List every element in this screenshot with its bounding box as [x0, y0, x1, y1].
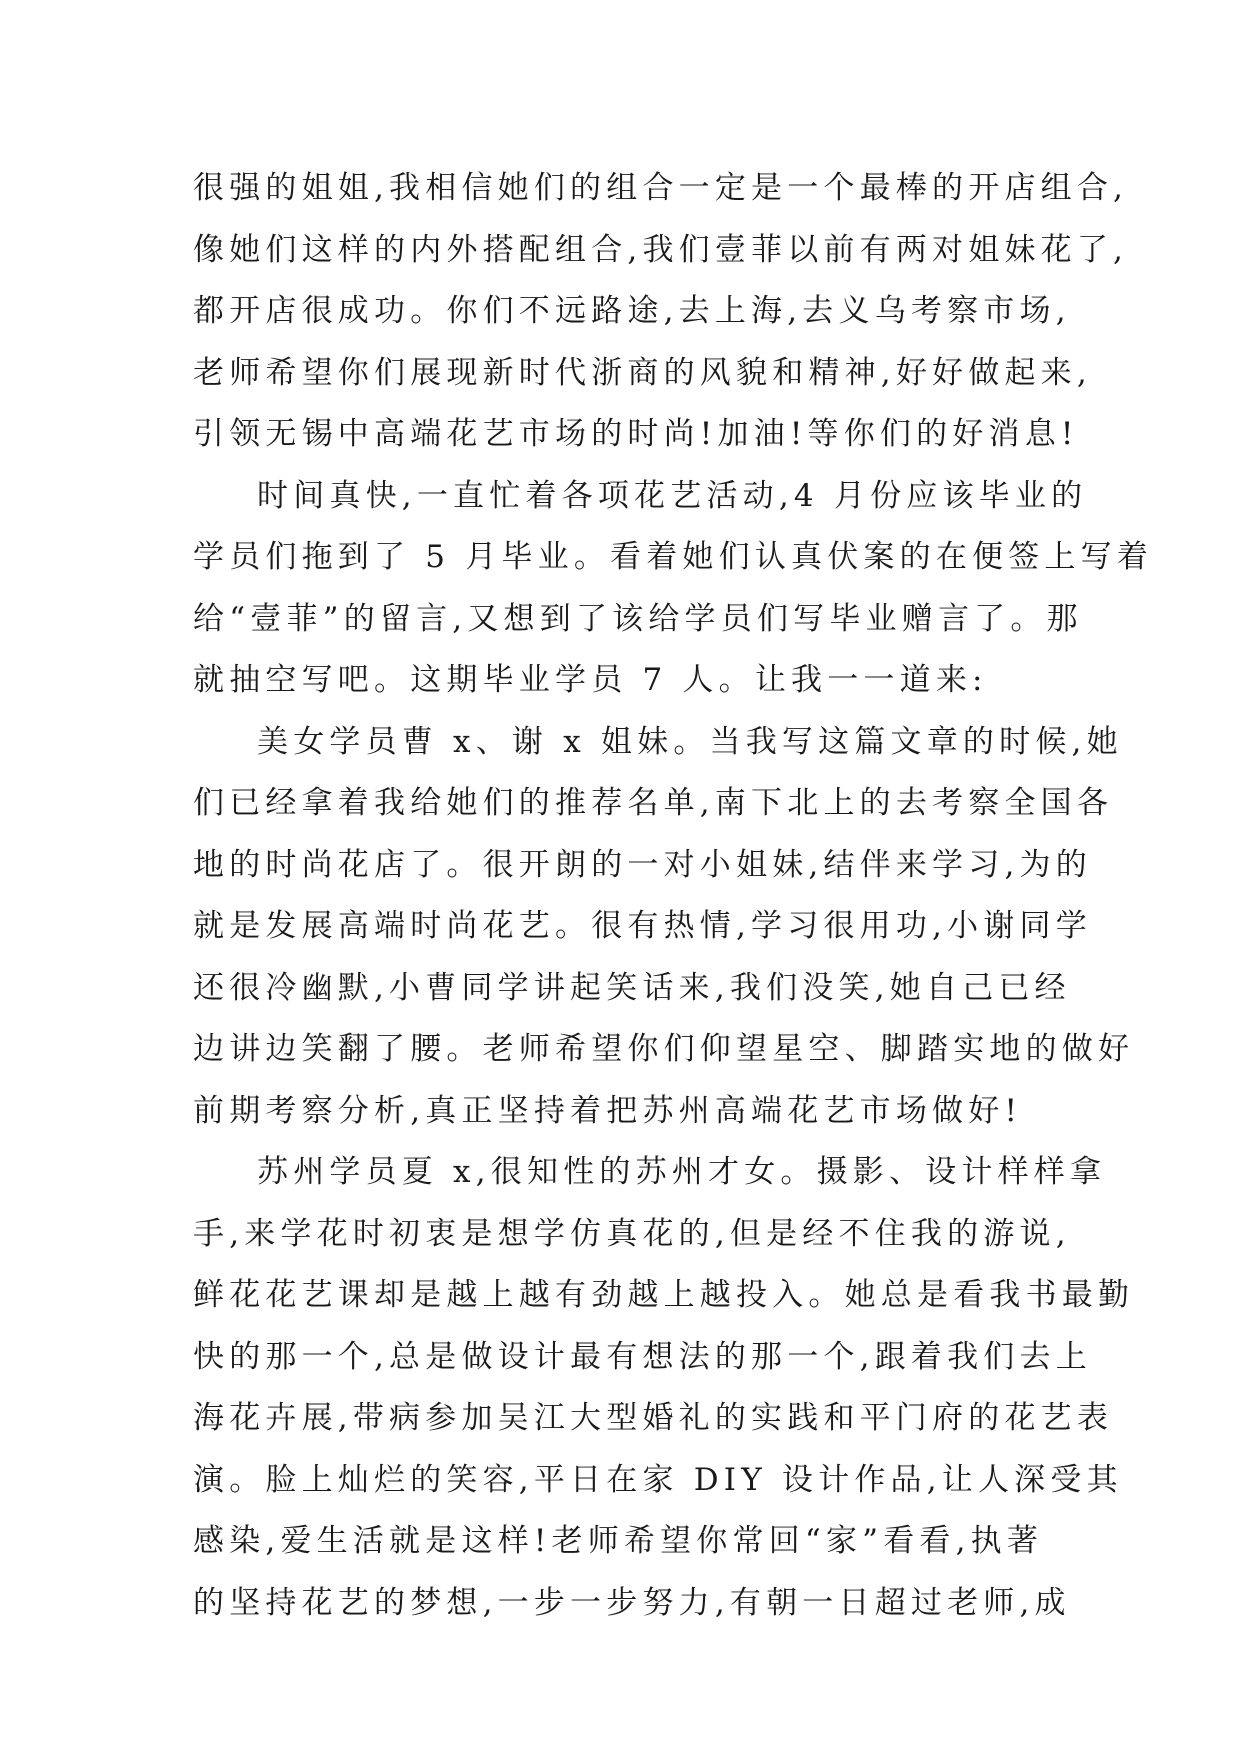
text-line: 很强的姐姐,我相信她们的组合一定是一个最棒的开店组合, — [193, 170, 1129, 206]
text-line: 还很冷幽默,小曹同学讲起笑话来,我们没笑,她自己已经 — [193, 969, 1071, 1006]
paragraph-first-line: 美女学员曹 x、谢 x 姐妹。当我写这篇文章的时候,她 — [257, 723, 1123, 760]
text-line: 的坚持花艺的梦想,一步一步努力,有朝一日超过老师,成 — [193, 1584, 1071, 1621]
text-line: 前期考察分析,真正坚持着把苏州高端花艺市场做好! — [193, 1092, 1023, 1129]
text-line: 快的那一个,总是做设计最有想法的那一个,跟着我们去上 — [193, 1338, 1092, 1375]
text-line: 海花卉展,带病参加吴江大型婚礼的实践和平门府的花艺表 — [193, 1400, 1114, 1436]
text-line: 地的时尚花店了。很开朗的一对小姐妹,结伴来学习,为的 — [193, 846, 1092, 883]
body-text — [193, 158, 1154, 1634]
text-line: 鲜花花艺课却是越上越有劲越上越投入。她总是看我书最勤 — [193, 1277, 1135, 1313]
text-line: 都开店很成功。你们不远路途,去上海,去义乌考察市场, — [193, 293, 1071, 329]
text-line: 给“壹菲”的留言,又想到了该给学员们写毕业赠言了。那 — [193, 600, 1083, 637]
text-line: 演。脸上灿烂的笑容,平日在家 DIY 设计作品,让人深受其 — [193, 1461, 1123, 1498]
text-line: 手,来学花时初衷是想学仿真花的,但是经不住我的游说, — [193, 1215, 1071, 1252]
text-line: 就抽空写吧。这期毕业学员 7 人。让我一一道来: — [193, 662, 988, 698]
paragraph-first-line: 苏州学员夏 x,很知性的苏州才女。摄影、设计样样拿 — [257, 1154, 1107, 1190]
text-line: 像她们这样的内外搭配组合,我们壹菲以前有两对姐妹花了, — [193, 231, 1129, 268]
text-line: 学员们拖到了 5 月毕业。看着她们认真伏案的在便签上写着 — [193, 539, 1154, 575]
paragraph-first-line: 时间真快,一直忙着各项花艺活动,4 月份应该毕业的 — [257, 477, 1088, 514]
text-line: 引领无锡中高端花艺市场的时尚!加油!等你们的好消息! — [193, 416, 1079, 452]
text-line: 老师希望你们展现新时代浙商的风貌和精神,好好做起来, — [193, 354, 1092, 391]
text-line: 们已经拿着我给她们的推荐名单,南下北上的去考察全国各 — [193, 785, 1114, 821]
text-line: 感染,爱生活就是这样!老师希望你常回“家”看看,执著 — [193, 1523, 1044, 1559]
text-line: 边讲边笑翻了腰。老师希望你们仰望星空、脚踏实地的做好 — [193, 1031, 1135, 1067]
text-line: 就是发展高端时尚花艺。很有热情,学习很用功,小谢同学 — [193, 908, 1092, 944]
